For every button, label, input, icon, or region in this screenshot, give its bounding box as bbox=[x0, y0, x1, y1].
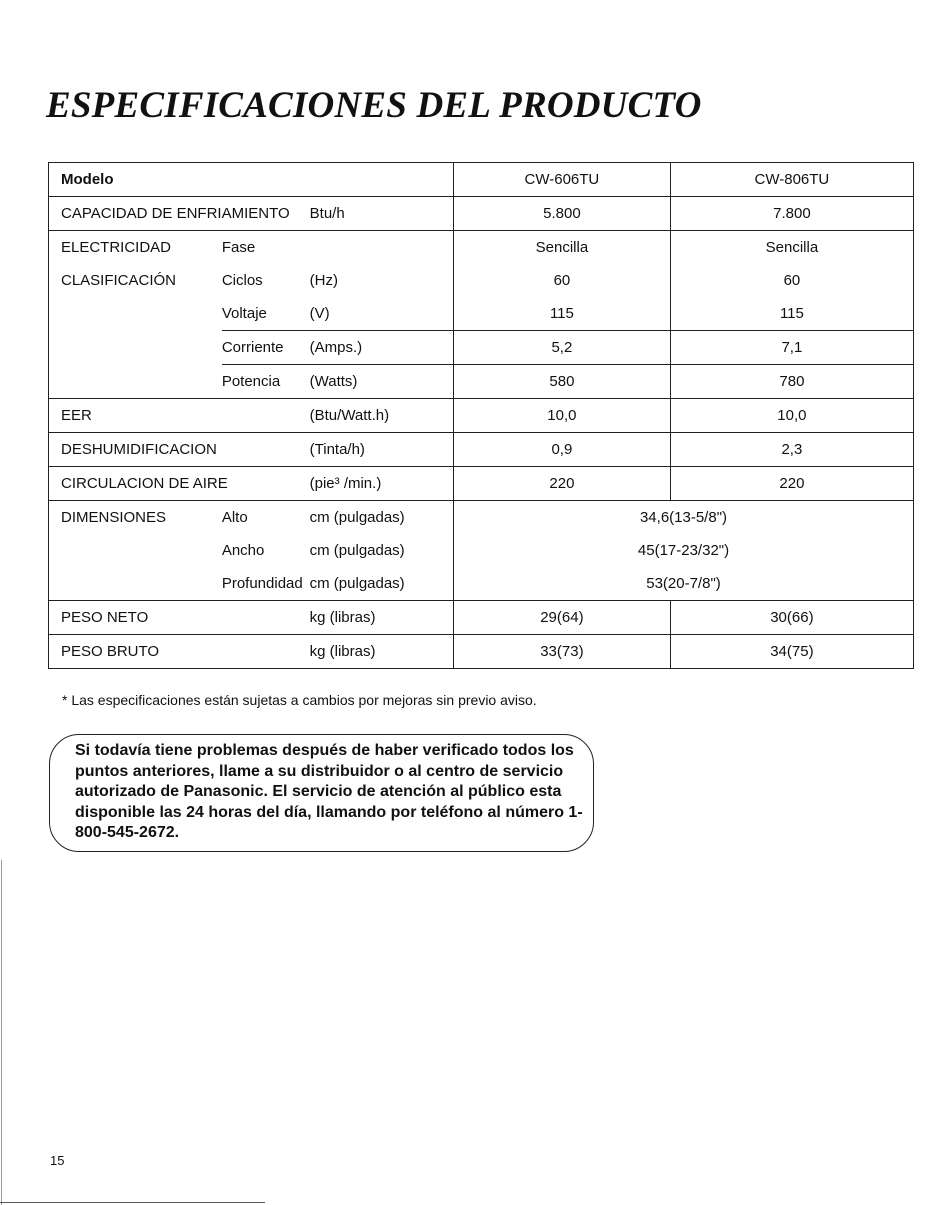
row-unit: (Watts) bbox=[310, 365, 454, 399]
row-value-shared: 45(17-23/32") bbox=[454, 534, 914, 567]
row-value-2: Sencilla bbox=[670, 231, 913, 265]
table-header-row bbox=[49, 163, 914, 197]
row-label bbox=[49, 297, 222, 331]
row-label bbox=[49, 534, 222, 567]
table-row bbox=[49, 331, 914, 365]
page-title: ESPECIFICACIONES DEL PRODUCTO bbox=[46, 85, 702, 126]
scan-edge-left bbox=[1, 860, 2, 1205]
row-value-1: 580 bbox=[454, 365, 671, 399]
row-unit: Btu/h bbox=[310, 197, 454, 231]
table-row bbox=[49, 231, 914, 265]
header-model-2: CW-806TU bbox=[670, 163, 913, 197]
row-unit: (Tinta/h) bbox=[310, 433, 454, 467]
row-value-1: 10,0 bbox=[454, 399, 671, 433]
row-label bbox=[49, 365, 222, 399]
footnote: * Las especificaciones están sujetas a cambios por mejoras sin previo aviso. bbox=[62, 692, 537, 708]
row-unit: (V) bbox=[309, 305, 330, 322]
row-unit: cm (pulgadas) bbox=[310, 501, 454, 535]
service-notice-text: Si todavía tiene problemas después de haber verificado todos los puntos anteriores, llame a su distribuidor o al centro de servicio autorizado de Panasonic. El servicio de atención al público esta disponible las 24 horas del día, llamando por teléfono al número 1-800-545-2672. bbox=[75, 742, 583, 841]
row-value-1: Sencilla bbox=[454, 231, 671, 265]
page-number: 15 bbox=[50, 1153, 65, 1168]
table-row bbox=[49, 399, 914, 433]
row-unit: (Hz) bbox=[309, 272, 338, 289]
row-sublabel: Ancho bbox=[221, 542, 265, 559]
row-value-2: 30(66) bbox=[670, 601, 913, 635]
row-unit: kg (libras) bbox=[310, 601, 454, 635]
header-model-label: Modelo bbox=[49, 163, 454, 197]
row-label: CLASIFICACIÓN bbox=[49, 264, 222, 297]
row-label: PESO NETO bbox=[49, 601, 310, 635]
row-unit: kg (libras) bbox=[310, 635, 454, 669]
row-value-1: 220 bbox=[454, 467, 671, 501]
row-label: ELECTRICIDAD bbox=[49, 231, 222, 265]
table-row bbox=[49, 534, 914, 567]
row-label: CIRCULACION DE AIRE bbox=[49, 467, 310, 501]
row-unit: cm (pulgadas) bbox=[309, 542, 405, 559]
row-label: PESO BRUTO bbox=[49, 635, 310, 669]
row-sublabel: Alto bbox=[222, 501, 310, 535]
table-row bbox=[49, 501, 914, 535]
scan-edge-bottom bbox=[0, 1202, 265, 1203]
row-unit: cm (pulgadas) bbox=[309, 575, 405, 592]
row-sublabel: Corriente bbox=[222, 331, 310, 365]
row-value-2: 60 bbox=[670, 264, 913, 297]
row-label: DESHUMIDIFICACION bbox=[49, 433, 310, 467]
row-unit: (Btu/Watt.h) bbox=[310, 399, 454, 433]
row-sublabel: Potencia bbox=[222, 365, 310, 399]
row-label bbox=[49, 567, 222, 601]
row-value-2: 115 bbox=[670, 297, 913, 331]
spec-table bbox=[48, 162, 914, 669]
row-label: CAPACIDAD DE ENFRIAMIENTO bbox=[49, 197, 310, 231]
row-sublabel: Fase bbox=[222, 231, 310, 265]
table-row bbox=[49, 297, 914, 331]
row-value-1: 115 bbox=[454, 297, 671, 331]
row-value-2: 10,0 bbox=[670, 399, 913, 433]
row-value-2: 220 bbox=[670, 467, 913, 501]
table-row bbox=[49, 467, 914, 501]
row-value-2: 2,3 bbox=[670, 433, 913, 467]
row-value-2: 7,1 bbox=[670, 331, 913, 365]
table-row bbox=[49, 197, 914, 231]
row-value-1: 0,9 bbox=[454, 433, 671, 467]
row-label: DIMENSIONES bbox=[49, 501, 222, 535]
table-row bbox=[49, 601, 914, 635]
row-value-1: 29(64) bbox=[454, 601, 671, 635]
row-sublabel: Ciclos bbox=[221, 272, 263, 289]
table-row bbox=[49, 365, 914, 399]
row-value-2: 7.800 bbox=[670, 197, 913, 231]
table-row bbox=[49, 264, 914, 297]
row-sublabel: Voltaje bbox=[221, 305, 267, 322]
row-value-1: 5.800 bbox=[454, 197, 671, 231]
row-value-1: 33(73) bbox=[454, 635, 671, 669]
row-sublabel: Profundidad bbox=[221, 575, 303, 592]
row-value-1: 5,2 bbox=[454, 331, 671, 365]
row-unit: (pie³ /min.) bbox=[310, 467, 454, 501]
row-label bbox=[49, 331, 222, 365]
row-value-shared: 53(20-7/8") bbox=[454, 567, 914, 601]
row-label: EER bbox=[49, 399, 310, 433]
row-value-shared: 34,6(13-5/8") bbox=[454, 501, 914, 535]
header-model-1: CW-606TU bbox=[454, 163, 671, 197]
row-value-2: 780 bbox=[670, 365, 913, 399]
service-notice-box bbox=[49, 734, 594, 852]
row-value-1: 60 bbox=[454, 264, 671, 297]
table-row bbox=[49, 635, 914, 669]
table-row bbox=[49, 567, 914, 601]
row-unit: (Amps.) bbox=[310, 331, 454, 365]
table-row bbox=[49, 433, 914, 467]
row-value-2: 34(75) bbox=[670, 635, 913, 669]
row-unit bbox=[310, 231, 454, 265]
